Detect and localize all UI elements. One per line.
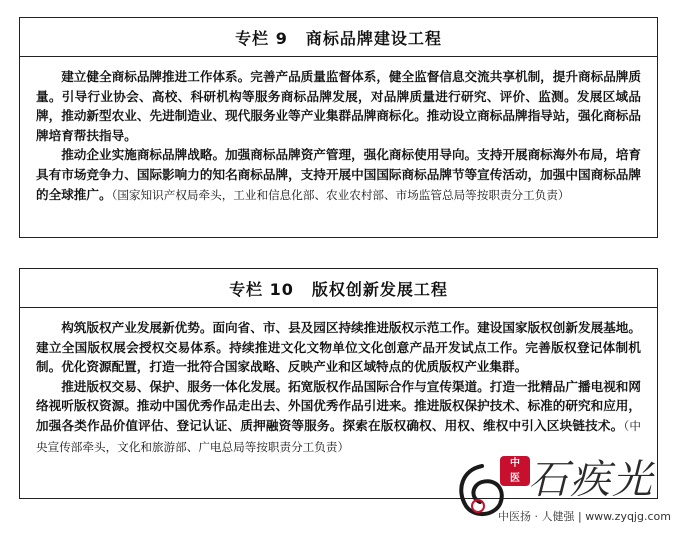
paragraph [36, 145, 641, 205]
column-title: 版权创新发展工程 [311, 279, 448, 299]
column-number: 专栏 10 [229, 279, 294, 299]
seal-char-top: 中 [510, 458, 520, 469]
column-body [20, 57, 657, 205]
column-header [20, 269, 657, 308]
watermark-brand: 石疾光 [528, 457, 654, 503]
column-body [20, 308, 657, 457]
paragraph [36, 377, 641, 457]
paragraph-lead: 构筑版权产业发展新优势。 [61, 320, 213, 335]
paragraph-text: 拓宽版权作品国际合作与宣传渠道。打造一批精品广播电视和网络视听版权资源。推动中国优秀作品走出去、外国优秀作品引进来。推进版权保护技术、标准的研究和应用，加强各类作品价值评估、登记认证、质押融资等服务。探索在版权确权、用权、维权中引入区块链技术。 [36, 378, 642, 433]
paragraph [36, 318, 641, 377]
responsibility-note: （国家知识产权局牵头，工业和信息化部、农业农村部、市场监管总局等按职责分工负责） [111, 187, 570, 202]
paragraph-lead: 建立健全商标品牌推进工作体系。 [61, 69, 251, 84]
paragraph-lead: 推动企业实施商标品牌战略。 [61, 147, 226, 163]
paragraph-text: 加强商标品牌资产管理，强化商标使用导向。支持开展商标海外布局，培育具有市场竞争力、国际影响力的知名商标品牌，支持开展中国国际商标品牌节等宣传活动，加强中国商标品牌的全球推广。 [36, 147, 642, 202]
paragraph-lead: 推进版权交易、保护、服务一体化发展。 [61, 378, 289, 394]
paragraph-text: 完善产品质量监督体系，健全监督信息交流共享机制，提升商标品牌质量。引导行业协会、高校、科研机构等服务商标品牌发展，对品牌质量进行研究、评价、监测。发展区域品牌，推动新型农业、先进制造业、现代服务业等产业集群品牌商标化。推动设立商标品牌指导站，强化商标品牌培育帮扶指导。 [36, 69, 642, 143]
paragraph [36, 67, 641, 145]
responsibility-note: （中央宣传部牵头，文化和旅游部、广电总局等按职责分工负责） [36, 418, 642, 454]
watermark-caption: 中医扬 · 人健强 | www.zyqjg.com [498, 510, 671, 523]
column-title: 商标品牌建设工程 [305, 28, 442, 48]
column-box-9 [19, 17, 658, 238]
column-header [20, 18, 657, 57]
paragraph-text: 面向省、市、县及园区持续推进版权示范工作。建设国家版权创新发展基地。建立全国版权展会授权交易体系。持续推进文化文物单位文化创意产品开发试点工作。完善版权登记体制机制。优化资源配置，打造一批符合国家战略、反映产业和区域特点的优质版权产业集群。 [36, 320, 642, 375]
watermark-seal [500, 456, 530, 486]
column-number: 专栏 9 [235, 28, 288, 48]
seal-char-bottom: 医 [510, 473, 520, 484]
